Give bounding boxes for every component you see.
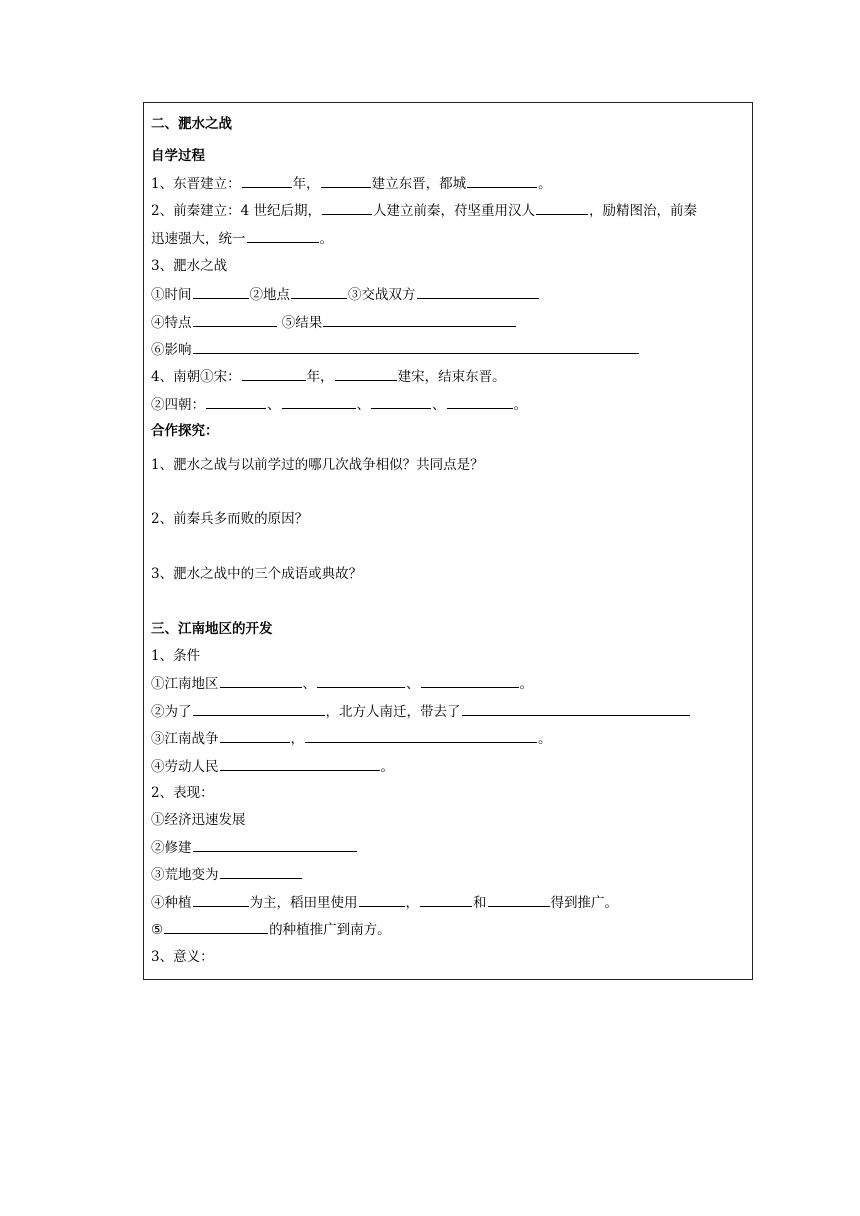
- perf4-label: ④种植: [151, 895, 192, 911]
- place-blank[interactable]: [291, 285, 347, 299]
- q4b-end: 。: [513, 397, 527, 413]
- q1-blank-year[interactable]: [242, 174, 292, 188]
- q1-text-c: 建立东晋，都城: [371, 176, 467, 192]
- condition-3-line: [151, 729, 552, 748]
- perf3-blank[interactable]: [220, 865, 302, 879]
- cond1-label: ①江南地区: [151, 676, 219, 692]
- cond1-end: 。: [519, 676, 533, 692]
- sides-label: ③交战双方: [348, 287, 416, 303]
- q2-blank-unify[interactable]: [247, 229, 319, 243]
- cond2-text-b: ，北方人南迁，带去了: [325, 704, 461, 720]
- q4-blank-founder[interactable]: [335, 367, 397, 381]
- sep-2: 、: [356, 397, 370, 413]
- section-title-jiangnan: 三、江南地区的开发: [151, 621, 273, 637]
- dynasty-blank-1[interactable]: [206, 395, 266, 409]
- cond2-blank-2[interactable]: [462, 702, 690, 716]
- question-3-row-2: [151, 313, 517, 332]
- cond1-sep-2: 、: [406, 676, 420, 692]
- result-blank[interactable]: [323, 313, 516, 327]
- cond1-blank-1[interactable]: [220, 674, 302, 688]
- question-1-line: [151, 174, 552, 193]
- q1-blank-founder[interactable]: [321, 174, 371, 188]
- perf2-blank[interactable]: [193, 838, 357, 852]
- time-label: ①时间: [151, 287, 192, 303]
- question-4b-line: [151, 395, 527, 414]
- q2-label: 2、前秦建立：4 世纪后期，: [151, 203, 321, 219]
- feature-blank[interactable]: [193, 313, 277, 327]
- condition-4-line: [151, 757, 394, 776]
- time-blank[interactable]: [193, 285, 249, 299]
- perf4-end: 得到推广。: [550, 895, 618, 911]
- coop-question-3: 3、淝水之战中的三个成语或典故？: [151, 566, 363, 582]
- question-4-line: [151, 367, 506, 386]
- performance-item-5: [151, 920, 391, 939]
- performance-item-3: [151, 865, 303, 884]
- cond1-sep-1: 、: [302, 676, 316, 692]
- cond2-label: ②为了: [151, 704, 192, 720]
- question-3-row-1: [151, 285, 540, 304]
- question-2-line: [151, 201, 697, 220]
- perf4-blank-tool-2[interactable]: [420, 893, 472, 907]
- cond1-blank-3[interactable]: [421, 674, 519, 688]
- q4-text-b: 年，: [306, 369, 334, 385]
- question-2-line-2: [151, 229, 333, 248]
- coop-question-1: 1、淝水之战与以前学过的哪几次战争相似？共同点是？: [151, 457, 484, 473]
- q4-blank-year[interactable]: [242, 367, 306, 381]
- section-title-feishui: 二、淝水之战: [151, 116, 232, 132]
- dynasty-blank-3[interactable]: [371, 395, 431, 409]
- q1-label: 1、东晋建立：: [151, 176, 241, 192]
- perf4-blank-crop[interactable]: [193, 893, 249, 907]
- impact-blank[interactable]: [193, 340, 639, 354]
- perf5-label: ⑤: [151, 922, 164, 938]
- perf4-blank-tool-1[interactable]: [359, 893, 405, 907]
- cond3-blank-1[interactable]: [220, 729, 290, 743]
- sep-3: 、: [432, 397, 446, 413]
- q2-blank-ethnic[interactable]: [322, 201, 372, 215]
- cond3-end: 。: [538, 731, 552, 747]
- perf4-blank-tool-3[interactable]: [488, 893, 550, 907]
- q2-text-c: ，励精图治，前秦: [588, 203, 697, 219]
- question-3-heading: 3、淝水之战: [151, 258, 228, 274]
- perf5-blank[interactable]: [164, 920, 268, 934]
- self-study-heading: 自学过程: [151, 148, 205, 164]
- cond4-label: ④劳动人民: [151, 759, 219, 775]
- result-label: ⑤结果: [281, 315, 323, 331]
- performance-item-1: ①经济迅速发展: [151, 812, 246, 828]
- question-3-row-3: [151, 340, 640, 359]
- cond1-blank-2[interactable]: [317, 674, 405, 688]
- perf5-text: 的种植推广到南方。: [269, 922, 391, 938]
- cond3-blank-2[interactable]: [305, 729, 537, 743]
- perf2-label: ②修建: [151, 840, 192, 856]
- sep-1: 、: [267, 397, 281, 413]
- perf3-label: ③荒地变为: [151, 867, 219, 883]
- sides-blank[interactable]: [417, 285, 539, 299]
- perf4-comma: ，: [405, 895, 419, 911]
- q4-text-c: 建宋，结束东晋。: [397, 369, 506, 385]
- q1-text-b: 年，: [292, 176, 320, 192]
- perf4-and: 和: [473, 895, 487, 911]
- cond3-label: ③江南战争: [151, 731, 219, 747]
- place-label: ②地点: [249, 287, 290, 303]
- meaning-heading: 3、意义：: [151, 949, 214, 965]
- cooperative-heading: 合作探究：: [151, 423, 219, 439]
- perf4-text-b: 为主，稻田里使用: [249, 895, 358, 911]
- cond3-comma: ，: [290, 731, 304, 747]
- q1-text-d: 。: [538, 176, 552, 192]
- q2-text-b: 人建立前秦，苻坚重用汉人: [372, 203, 535, 219]
- feature-label: ④特点: [151, 315, 192, 331]
- q2-blank-person[interactable]: [536, 201, 588, 215]
- cond4-blank[interactable]: [220, 757, 380, 771]
- q1-blank-capital[interactable]: [467, 174, 537, 188]
- performance-item-4: [151, 893, 618, 912]
- condition-2-line: [151, 702, 691, 721]
- q2-text-e: 。: [319, 231, 333, 247]
- condition-1-line: [151, 674, 533, 693]
- cond4-end: 。: [380, 759, 394, 775]
- q4b-label: ②四朝：: [151, 397, 205, 413]
- performance-heading: 2、表现：: [151, 785, 214, 801]
- q4-label: 4、南朝①宋：: [151, 369, 241, 385]
- dynasty-blank-2[interactable]: [282, 395, 356, 409]
- coop-question-2: 2、前秦兵多而败的原因？: [151, 511, 309, 527]
- dynasty-blank-4[interactable]: [447, 395, 513, 409]
- performance-item-2: [151, 838, 358, 857]
- impact-label: ⑥影响: [151, 342, 192, 358]
- q2-text-d: 迅速强大，统一: [151, 231, 246, 247]
- conditions-heading: 1、条件: [151, 648, 201, 664]
- cond2-blank-1[interactable]: [193, 702, 325, 716]
